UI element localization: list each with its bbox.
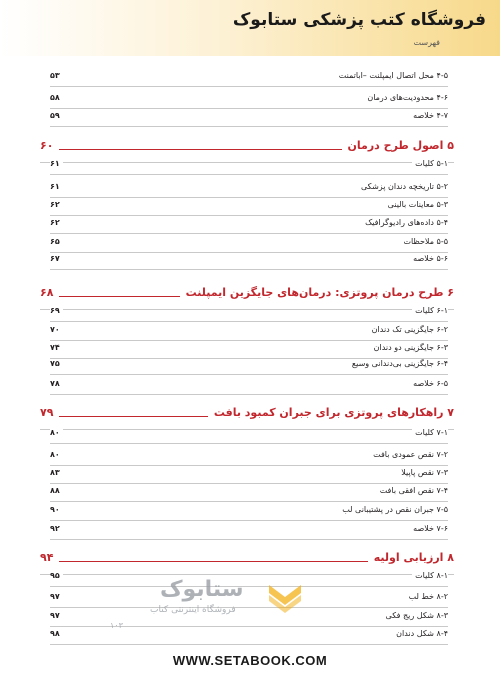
toc-entry-page: ۹۵: [50, 571, 63, 580]
toc-entry-title: ۴-۵ محل اتصال ایمپلنت –اباتمنت: [336, 71, 448, 80]
toc-entry-page: ۷۵: [50, 359, 63, 368]
toc-entry-page: ۶۱: [50, 182, 63, 191]
toc-entry[interactable]: [50, 217, 448, 234]
toc-entry-page: ۹۷: [50, 592, 63, 601]
toc-entry-title: ۸-۲ خط لب: [406, 592, 448, 601]
toc-entry[interactable]: [50, 181, 448, 198]
toc-entry-title: ۷-۶ خلاصه: [410, 524, 448, 533]
toc-entry[interactable]: [50, 158, 448, 175]
toc-entry-title: ۶-۳ جایگزینی دو دندان: [371, 343, 448, 352]
toc-entry[interactable]: [50, 70, 448, 87]
chapter-page: ۶۸: [40, 286, 59, 299]
page-label: فهرست: [413, 38, 440, 47]
chapter-page: ۷۹: [40, 406, 59, 419]
chapter-page: ۶۰: [40, 139, 59, 152]
toc-entry-page: ۷۴: [50, 343, 63, 352]
toc-entry[interactable]: [50, 523, 448, 540]
toc-entry-title: ۵-۶ خلاصه: [410, 254, 448, 263]
toc-entry[interactable]: [50, 358, 448, 375]
toc-entry-title: ۸-۳ شکل ریج فکی: [383, 611, 448, 620]
chapter-title: ۷ راهکارهای پروتزی برای جبران کمبود بافت: [208, 406, 454, 419]
chapter-title: ۸ ارزیابی اولیه: [368, 551, 454, 564]
watermark-name: ستابوک: [160, 577, 244, 602]
toc-entry-title: ۵-۲ تاریخچه دندان پزشکی: [358, 182, 448, 191]
chapter-heading[interactable]: [40, 284, 454, 306]
chapter-heading[interactable]: [40, 137, 454, 159]
logo-chevron-icon: [265, 575, 305, 615]
toc-entry-page: ۶۱: [50, 159, 63, 168]
chapter-page: ۹۴: [40, 551, 59, 564]
toc-entry[interactable]: [50, 110, 448, 127]
watermark-logo: [90, 575, 310, 635]
toc-entry[interactable]: [50, 449, 448, 466]
toc-entry-page: ۶۷: [50, 254, 63, 263]
toc-entry-page: ۹۲: [50, 524, 63, 533]
toc-entry-title: ۵-۴ داده‌های رادیوگرافیک: [362, 218, 448, 227]
toc-entry-title: ۸-۴ شکل دندان: [393, 629, 448, 638]
toc-entry-page: ۷۸: [50, 379, 63, 388]
toc-entry-title: ۶-۱ کلیات: [412, 306, 448, 315]
chapter-title: ۶ طرح درمان پروتزی: درمان‌های جایگزین ایمپلنت: [180, 286, 454, 299]
chapter-heading[interactable]: [40, 549, 454, 571]
watermark-tagline: فروشگاه اینترنتی کتاب: [150, 605, 236, 615]
toc-entry-page: ۸۰: [50, 428, 63, 437]
footer-url[interactable]: WWW.SETABOOK.COM: [172, 653, 328, 668]
toc-entry-page: ۸۳: [50, 468, 63, 477]
page-number: ۱۰۳: [110, 621, 123, 630]
toc-entry-title: ۷-۲ نقص عمودی بافت: [370, 450, 448, 459]
toc-entry[interactable]: [50, 485, 448, 502]
toc-entry-title: ۴-۷ خلاصه: [410, 111, 448, 120]
toc-entry-title: ۵-۵ ملاحظات: [400, 237, 448, 246]
toc-entry-page: ۶۵: [50, 237, 63, 246]
toc-entry[interactable]: [50, 236, 448, 253]
toc-entry-page: ۸۰: [50, 450, 63, 459]
toc-entry[interactable]: [50, 253, 448, 270]
toc-entry-page: ۸۸: [50, 486, 63, 495]
toc-entry-page: ۵۳: [50, 71, 63, 80]
toc-entry-title: ۶-۵ خلاصه: [410, 379, 448, 388]
toc-entry-page: ۵۸: [50, 93, 63, 102]
toc-entry[interactable]: [50, 92, 448, 109]
toc-entry[interactable]: [50, 305, 448, 322]
toc-entry-title: ۸-۱ کلیات: [412, 571, 448, 580]
toc-entry-page: ۵۹: [50, 111, 63, 120]
chapter-title: ۵ اصول طرح درمان: [342, 139, 455, 152]
toc-entry[interactable]: [50, 467, 448, 484]
toc-entry-page: ۹۸: [50, 629, 63, 638]
toc-entry-title: ۴-۶ محدودیت‌های درمان: [364, 93, 448, 102]
toc-entry[interactable]: [50, 504, 448, 521]
toc-entry[interactable]: [50, 342, 448, 359]
toc-entry-title: ۵-۳ معاینات بالینی: [385, 200, 448, 209]
toc-entry-page: ۷۰: [50, 325, 63, 334]
toc-entry-page: ۹۰: [50, 505, 63, 514]
chapter-heading[interactable]: [40, 404, 454, 426]
toc-entry-title: ۷-۱ کلیات: [412, 428, 448, 437]
toc-entry[interactable]: [50, 427, 448, 444]
toc-entry-page: ۶۲: [50, 218, 63, 227]
toc-entry[interactable]: [50, 199, 448, 216]
toc-entry-page: ۹۷: [50, 611, 63, 620]
toc-entry[interactable]: [50, 378, 448, 395]
toc-entry-title: ۷-۳ نقص پاپیلا: [398, 468, 448, 477]
toc-entry-page: ۶۲: [50, 200, 63, 209]
store-title: فروشگاه کتب پزشکی ستابوک: [232, 10, 486, 30]
toc-entry-title: ۶-۴ جایگزینی بی‌دندانی وسیع: [349, 359, 448, 368]
toc-entry[interactable]: [50, 324, 448, 341]
toc-entry-title: ۶-۲ جایگزینی تک دندان: [369, 325, 448, 334]
toc-entry-title: ۷-۴ نقص افقی بافت: [377, 486, 448, 495]
toc-entry-page: ۶۹: [50, 306, 63, 315]
toc-entry-title: ۷-۵ جبران نقص در پشتیبانی لب: [339, 505, 448, 514]
toc-entry-title: ۵-۱ کلیات: [412, 159, 448, 168]
